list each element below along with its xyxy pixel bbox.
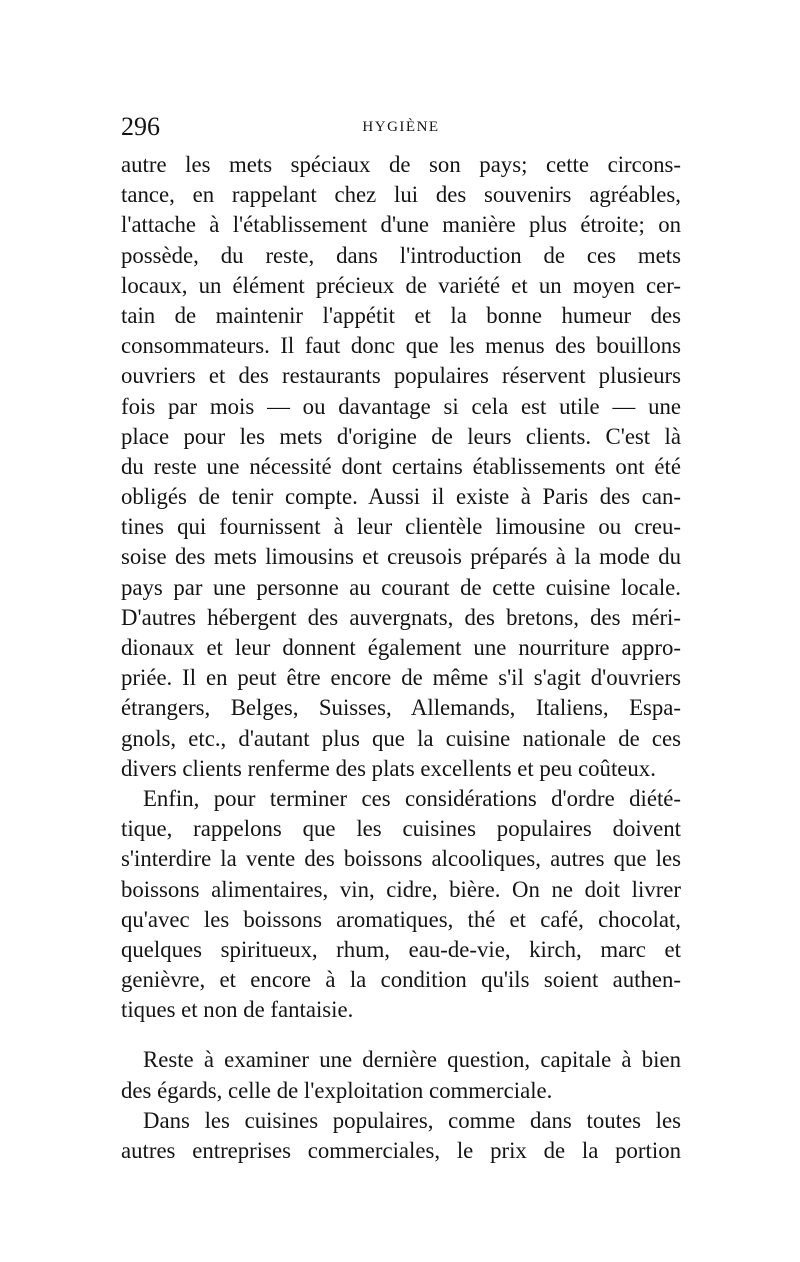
- text-line: place pour les mets d'origine de leurs clients. C'est là: [121, 423, 681, 449]
- section-gap: [121, 1025, 681, 1045]
- text-line: D'autres hébergent des auvergnats, des bretons, des méri-: [121, 604, 681, 630]
- text-line: tique, rappelons que les cuisines populaires doivent: [121, 816, 681, 842]
- body-text: [121, 150, 681, 1166]
- text-line: soise des mets limousins et creusois préparés à la mode du: [121, 544, 681, 570]
- text-line: locaux, un élément précieux de variété et un moyen cer-: [121, 272, 681, 298]
- text-line: l'attache à l'établissement d'une manière plus étroite; on: [121, 212, 681, 238]
- text-line: gnols, etc., d'autant plus que la cuisine nationale de ces: [121, 725, 681, 751]
- text-line: obligés de tenir compte. Aussi il existe à Paris des can-: [121, 484, 681, 510]
- text-line: autre les mets spéciaux de son pays; cette circons-: [121, 152, 681, 177]
- text-line: tiques et non de fantaisie.: [121, 997, 354, 1023]
- running-title: HYGIÈNE: [362, 119, 440, 135]
- text-line: priée. Il en peut être encore de même s'il s'agit d'ouvriers: [121, 665, 681, 691]
- running-head: [121, 112, 681, 142]
- paragraph-2: [121, 784, 681, 1026]
- text-line: ouvriers et des restaurants populaires réservent plusieurs: [121, 363, 681, 389]
- text-line: Dans les cuisines populaires, comme dans toutes les: [143, 1107, 681, 1133]
- text-line: Enfin, pour terminer ces considérations d'ordre diété-: [143, 785, 681, 811]
- text-line: genièvre, et encore à la condition qu'ils soient authen-: [121, 967, 681, 993]
- text-line: fois par mois — ou davantage si cela est utile — une: [121, 393, 681, 419]
- text-line: pays par une personne au courant de cette cuisine locale.: [121, 574, 681, 600]
- text-line: quelques spiritueux, rhum, eau-de-vie, kirch, marc et: [121, 936, 681, 962]
- text-line: Reste à examiner une dernière question, capitale à bien: [143, 1047, 681, 1073]
- text-line: possède, du reste, dans l'introduction de ces mets: [121, 242, 681, 268]
- text-line: des égards, celle de l'exploitation commerciale.: [121, 1077, 553, 1103]
- paragraph-4: [121, 1106, 681, 1166]
- paragraph-1: [121, 150, 681, 784]
- text-line: tance, en rappelant chez lui des souvenirs agréables,: [121, 182, 681, 208]
- text-line: consommateurs. Il faut donc que les menus des bouillons: [121, 333, 681, 359]
- text-line: boissons alimentaires, vin, cidre, bière. On ne doit livrer: [121, 876, 681, 902]
- text-line: étrangers, Belges, Suisses, Allemands, Italiens, Espa-: [121, 695, 681, 721]
- text-line: dionaux et leur donnent également une nourriture appro-: [121, 635, 681, 660]
- text-line: tain de maintenir l'appétit et la bonne humeur des: [121, 302, 681, 328]
- text-line: s'interdire la vente des boissons alcooliques, autres que les: [121, 846, 681, 872]
- text-line: divers clients renferme des plats excellents et peu coûteux.: [121, 755, 656, 781]
- paragraph-3: [121, 1045, 681, 1105]
- text-line: qu'avec les boissons aromatiques, thé et café, chocolat,: [121, 906, 681, 932]
- page-number: 296: [121, 112, 160, 141]
- text-line: tines qui fournissent à leur clientèle limousine ou creu-: [121, 514, 681, 540]
- text-line: autres entreprises commerciales, le prix de la portion: [121, 1138, 681, 1163]
- text-line: du reste une nécessité dont certains établissements ont été: [121, 453, 681, 479]
